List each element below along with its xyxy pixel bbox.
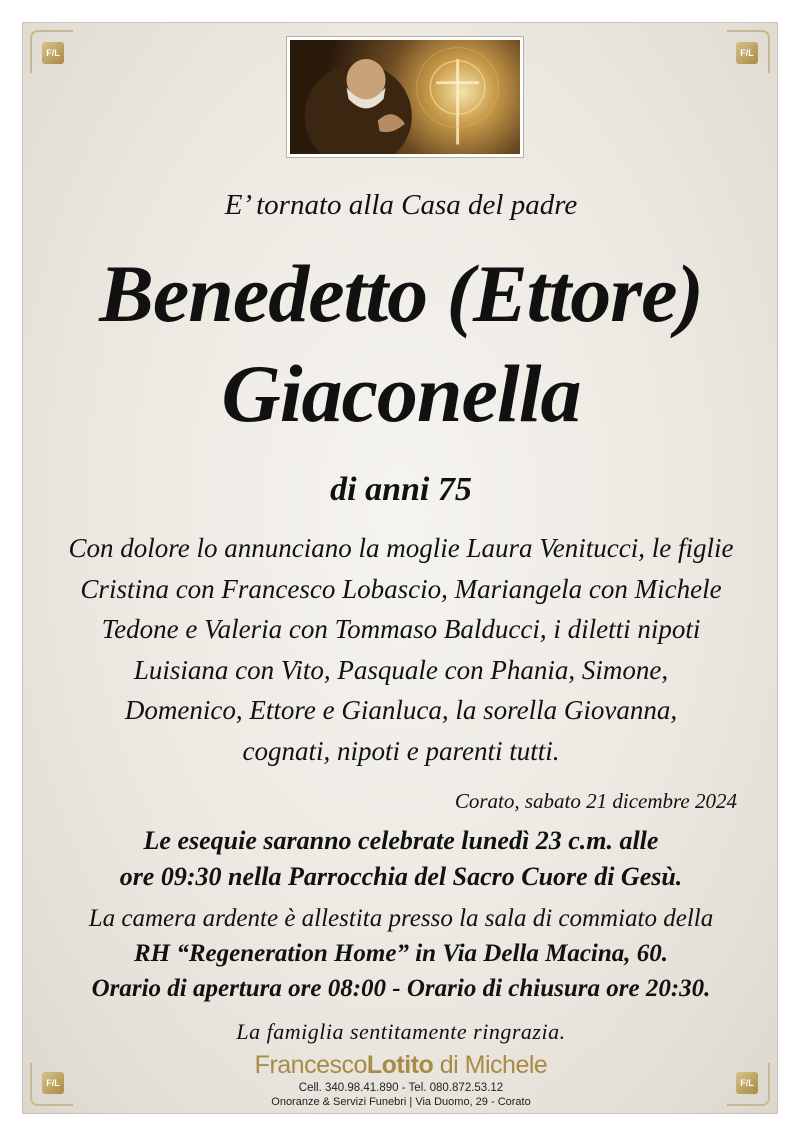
- funeral-notice: [22, 22, 778, 1114]
- chapel-address: RH “Regeneration Home” in Via Della Macina, 60.: [133, 940, 669, 967]
- announcement-line: Domenico, Ettore e Gianluca, la sorella Giovanna,: [124, 695, 678, 725]
- company-logo-icon: F/L: [42, 42, 64, 64]
- corner-ornament-top-left: [29, 29, 75, 75]
- announcement-line: Cristina con Francesco Lobascio, Mariangela con Michele: [80, 573, 722, 604]
- chapel-details: [33, 901, 769, 1006]
- announcement-line: Con dolore lo annunciano la moglie Laura Venitucci, le figlie: [68, 533, 734, 563]
- funeral-text: Le esequie saranno celebrate: [143, 826, 462, 855]
- announcement-text: [43, 528, 759, 771]
- funeral-church: Parrocchia del Sacro Cuore di Gesù.: [287, 862, 683, 891]
- funeral-home-name: [23, 1051, 779, 1080]
- dateline: Corato, sabato 21 dicembre 2024: [454, 789, 737, 813]
- funeral-text: nella: [221, 862, 288, 891]
- funeral-day: lunedì 23 c.m.: [461, 826, 613, 855]
- announcement-line: cognati, nipoti e parenti tutti.: [242, 735, 560, 766]
- company-logo-icon: F/L: [42, 1072, 64, 1094]
- funeral-text: alle: [612, 826, 659, 855]
- company-logo-icon: F/L: [736, 42, 758, 64]
- chapel-hours: Orario di apertura ore 08:00 - Orario di chiusura ore 20:30.: [91, 975, 711, 1002]
- corner-ornament-top-right: [725, 29, 771, 75]
- funeral-time: ore 09:30: [119, 862, 222, 891]
- family-thanks: La famiglia sentitamente ringrazia.: [236, 1019, 566, 1044]
- funeral-home-footer: [23, 1051, 779, 1108]
- funeral-home-name-first: Francesco: [254, 1051, 367, 1079]
- funeral-home-name-last: Lotito: [366, 1051, 434, 1079]
- announcement-line: Luisiana con Vito, Pasquale con Phania, Simone,: [133, 654, 669, 685]
- company-logo-icon: F/L: [736, 1072, 758, 1094]
- deceased-age: di anni 75: [330, 471, 472, 508]
- deceased-name-line1: Benedetto (Ettore): [99, 248, 703, 339]
- subtitle: E’ tornato alla Casa del padre: [224, 189, 578, 221]
- funeral-home-name-suffix: di Michele: [433, 1051, 548, 1079]
- funeral-details: [43, 823, 759, 895]
- deceased-name-line2: Giaconella: [221, 348, 581, 439]
- funeral-home-contacts: Cell. 340.98.41.890 - Tel. 080.872.53.12: [298, 1082, 504, 1094]
- funeral-home-address: Onoranze & Servizi Funebri | Via Duomo, 29 - Corato: [271, 1096, 531, 1108]
- religious-image: [287, 37, 523, 157]
- chapel-line: La camera ardente è allestita presso la sala di commiato della: [88, 905, 714, 932]
- announcement-line: Tedone e Valeria con Tommaso Balducci, i diletti nipoti: [101, 614, 701, 644]
